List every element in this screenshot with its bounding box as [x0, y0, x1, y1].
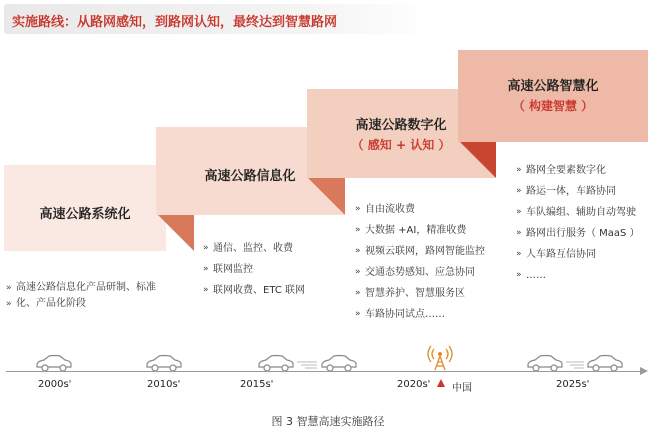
list-item: » 高速公路信息化产品研制、标准	[6, 280, 156, 296]
list-item: » 大数据 +AI，精准收费	[355, 220, 485, 241]
list-item: » 自由流收费	[355, 199, 485, 220]
car-icon	[585, 354, 625, 372]
step1-items	[6, 280, 156, 312]
fold-corner	[158, 215, 194, 251]
step3-items	[355, 199, 485, 325]
list-item: » 视频云联网，路网智能监控	[355, 241, 485, 262]
year-label: 2015s'	[240, 379, 274, 390]
list-item: » 交通态势感知、应急协同	[355, 262, 485, 283]
route-banner-text: 实施路线：从路网感知，到路网认知，最终达到智慧路网	[12, 15, 338, 30]
year-label: 2010s'	[147, 379, 181, 390]
car-motion-lines	[297, 360, 319, 370]
car-icon	[525, 354, 565, 372]
step2-items	[203, 238, 305, 301]
list-item: » 联网收费、ETC 联网	[203, 280, 305, 301]
year-label: 2020s'	[397, 379, 431, 390]
figure-caption: 图 3 智慧高速实施路径	[271, 415, 385, 428]
car-icon	[256, 354, 296, 372]
antenna-icon	[425, 343, 455, 371]
timeline-axis	[6, 371, 646, 372]
step4-items	[516, 160, 640, 286]
triangle-marker-icon	[437, 379, 445, 387]
list-item: » 路网出行服务（ MaaS ）	[516, 223, 640, 244]
car-icon	[319, 354, 359, 372]
car-icon	[144, 354, 184, 372]
china-label: 中国	[452, 383, 472, 394]
timeline-arrow-icon	[640, 367, 648, 375]
car-icon	[34, 354, 74, 372]
list-item: » 化、产品化阶段	[6, 296, 156, 312]
year-label: 2000s'	[38, 379, 72, 390]
car-motion-lines	[566, 360, 586, 370]
fold-corner	[308, 178, 345, 215]
step-title: 高速公路数字化	[355, 118, 447, 133]
step-title: 高速公路系统化	[39, 207, 131, 222]
step-title: 高速公路智慧化	[507, 79, 599, 94]
list-item: » 智慧养护、智慧服务区	[355, 283, 485, 304]
list-item: » ……	[516, 265, 640, 286]
list-item: » 联网监控	[203, 259, 305, 280]
list-item: » 人车路互信协同	[516, 244, 640, 265]
list-item: » 车队编组、辅助自动驾驶	[516, 202, 640, 223]
step-intelligentization	[458, 50, 648, 142]
step-subtitle: （ 构建智慧 ）	[512, 99, 594, 113]
list-item: » 路运一体，车路协同	[516, 181, 640, 202]
step-subtitle: （ 感知 + 认知 ）	[351, 138, 451, 152]
step-systematization	[4, 165, 166, 251]
fold-corner	[459, 141, 496, 178]
year-label: 2025s'	[556, 379, 590, 390]
list-item: » 车路协同试点……	[355, 304, 485, 325]
step-title: 高速公路信息化	[204, 169, 296, 184]
list-item: » 路网全要素数字化	[516, 160, 640, 181]
list-item: » 通信、监控、收费	[203, 238, 305, 259]
route-banner	[4, 4, 434, 34]
